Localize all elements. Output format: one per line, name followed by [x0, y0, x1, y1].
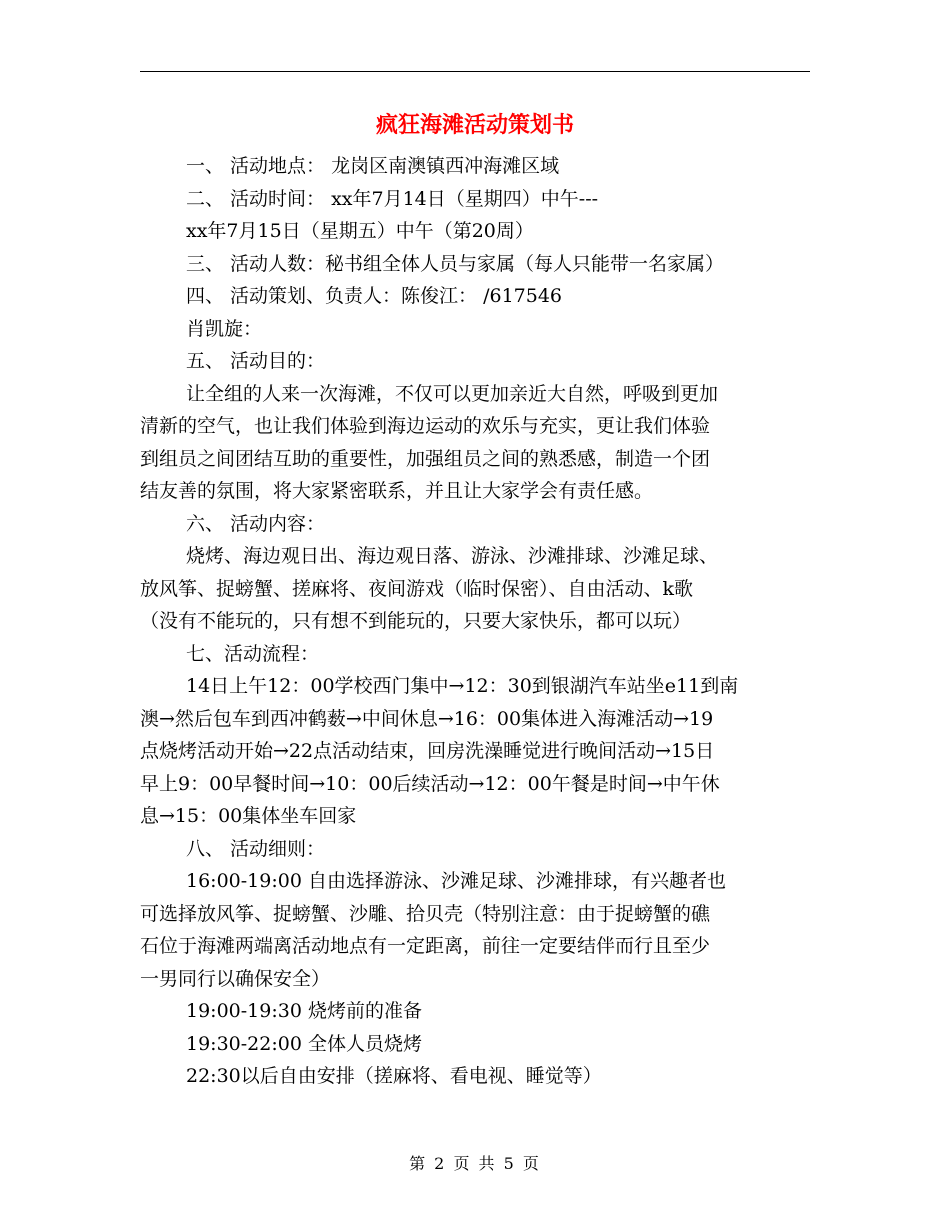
text-line: 一男同行以确保安全）: [140, 967, 331, 990]
text-line: （没有不能玩的，只有想不到能玩的，只要大家快乐，都可以玩）: [140, 610, 692, 632]
text-line: 三、 活动人数：秘书组全体人员与家属（每人只能带一名家属）: [186, 252, 725, 275]
text-line: 五、 活动目的：: [186, 350, 326, 372]
text-line: 放风筝、捉螃蟹、搓麻将、夜间游戏（临时保密）、自由活动、k歌: [140, 577, 694, 600]
text-line: 19:30-22:00 全体人员烧烤: [186, 1032, 422, 1055]
text-line: 到组员之间团结互助的重要性，加强组员之间的熟悉感，制造一个团: [140, 447, 711, 470]
text-line: xx年7月15日（星期五）中午（第20周）: [186, 220, 534, 242]
text-line: 可选择放风筝、捉螃蟹、沙雕、拾贝壳（特别注意：由于捉螃蟹的礁: [140, 902, 711, 925]
text-line: 二、 活动时间： xx年7月14日（星期四）中午---: [186, 187, 599, 210]
text-line: 早上9：00早餐时间→10：00后续活动→12：00午餐是时间→中午休: [140, 772, 720, 795]
text-line: 六、 活动内容：: [186, 512, 326, 535]
text-line: 息→15：00集体坐车回家: [140, 805, 357, 827]
text-line: 八、 活动细则：: [186, 837, 326, 860]
document-title: 疯狂海滩活动策划书: [375, 112, 574, 138]
page-number: 第 2 页 共 5 页: [409, 1154, 541, 1173]
text-line: 点烧烤活动开始→22点活动结束，回房洗澡睡觉进行晚间活动→15日: [140, 740, 715, 762]
text-line: 肖凯旋：: [186, 317, 263, 340]
text-line: 14日上午12：00学校西门集中→12：30到银湖汽车站坐e11到南: [186, 675, 739, 697]
text-line: 一、 活动地点： 龙岗区南澳镇西冲海滩区域: [186, 155, 560, 177]
text-line: 结友善的氛围，将大家紧密联系，并且让大家学会有责任感。: [140, 480, 654, 502]
text-line: 清新的空气，也让我们体验到海边运动的欢乐与充实，更让我们体验: [140, 415, 711, 437]
document-body: [140, 150, 810, 1093]
text-line: 16:00-19:00 自由选择游泳、沙滩足球、沙滩排球，有兴趣者也: [186, 870, 726, 892]
header-rule: [140, 71, 810, 72]
text-line: 七、活动流程：: [186, 642, 320, 665]
text-line: 澳→然后包车到西冲鹤薮→中间休息→16：00集体进入海滩活动→19: [140, 707, 714, 730]
text-line: 烧烤、海边观日出、海边观日落、游泳、沙滩排球、沙滩足球、: [186, 545, 719, 567]
text-line: 石位于海滩两端离活动地点有一定距离，前往一定要结伴而行且至少: [140, 935, 711, 957]
text-line: 让全组的人来一次海滩，不仅可以更加亲近大自然，呼吸到更加: [186, 382, 719, 405]
text-line: 19:00-19:30 烧烤前的准备: [186, 1000, 422, 1022]
text-line: 四、 活动策划、负责人：陈俊江： /617546: [186, 285, 563, 307]
text-line: 22:30以后自由安排（搓麻将、看电视、睡觉等）: [186, 1065, 602, 1087]
